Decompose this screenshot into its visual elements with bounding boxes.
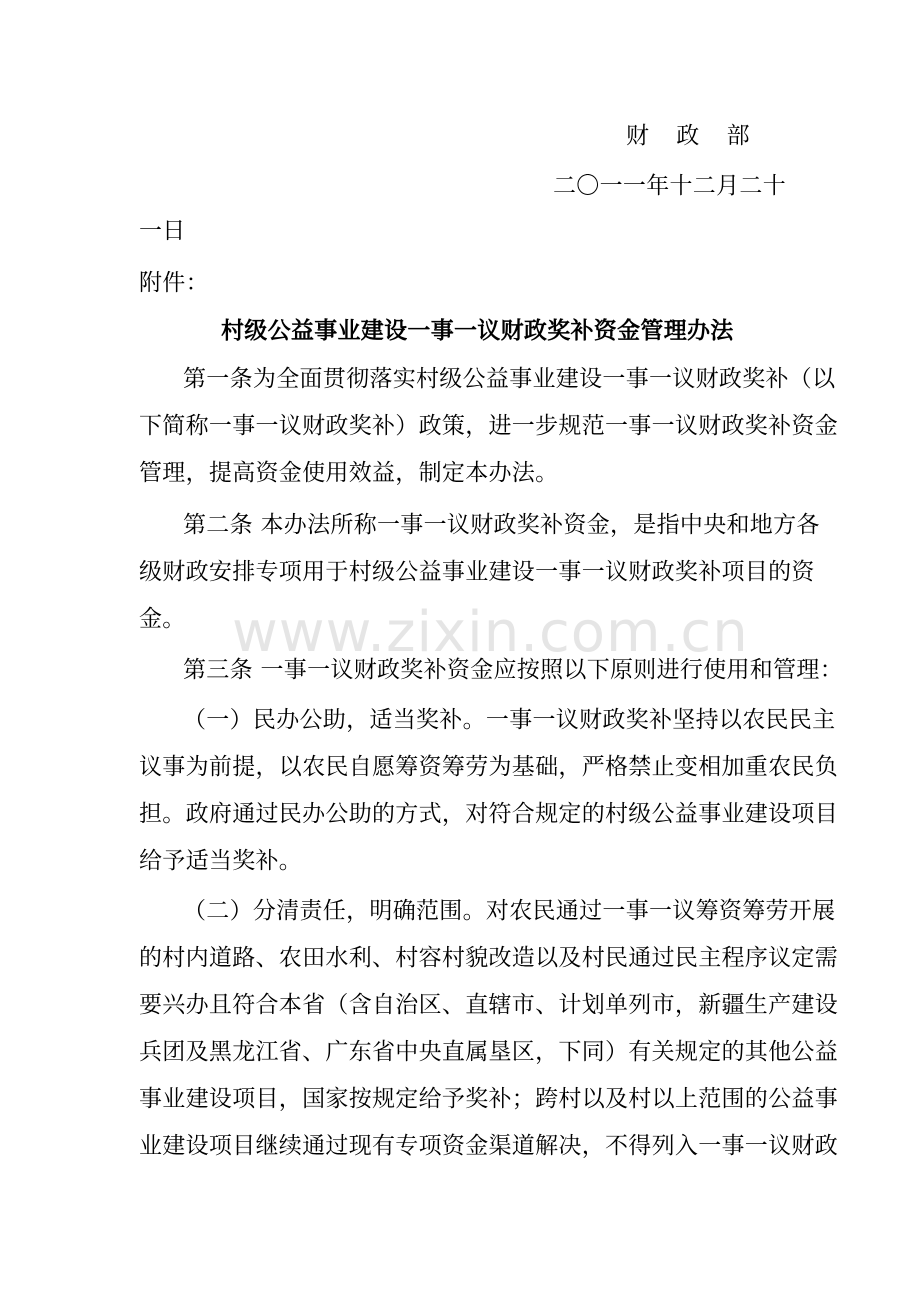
attachment-label: 附件： xyxy=(139,270,209,296)
body-line: 担。政府通过民办公助的方式，对符合规定的村级公益事业建设项目 xyxy=(139,801,838,827)
body-line: 金。 xyxy=(139,606,186,632)
body-line: 事业建设项目，国家按规定给予奖补；跨村以及村以上范围的公益事 xyxy=(139,1086,838,1112)
body-line: （一）民办公助，适当奖补。一事一议财政奖补坚持以农民民主 xyxy=(183,707,836,733)
body-line: 下简称一事一议财政奖补）政策，进一步规范一事一议财政奖补资金 xyxy=(139,413,838,439)
site-watermark: www.zixin.com.cn xyxy=(232,600,749,665)
body-line: 第一条为全面贯彻落实村级公益事业建设一事一议财政奖补（以 xyxy=(183,366,836,392)
issue-date-line2: 一日 xyxy=(139,218,186,244)
document-title: 村级公益事业建设一事一议财政奖补资金管理办法 xyxy=(221,317,734,344)
body-line: 管理，提高资金使用效益，制定本办法。 xyxy=(139,460,559,486)
body-line: 的村内道路、农田水利、村容村貌改造以及村民通过民主程序议定需 xyxy=(139,945,838,971)
body-line: （二）分清责任，明确范围。对农民通过一事一议筹资筹劳开展 xyxy=(183,898,836,924)
body-line: 业建设项目继续通过现有专项资金渠道解决，不得列入一事一议财政 xyxy=(139,1133,838,1159)
body-line: 议事为前提，以农民自愿筹资筹劳为基础，严格禁止变相加重农民负 xyxy=(139,754,838,780)
body-line: 兵团及黑龙江省、广东省中央直属垦区，下同）有关规定的其他公益 xyxy=(139,1039,838,1065)
issuer-name: 财 政 部 xyxy=(626,123,760,149)
body-line: 第三条 一事一议财政奖补资金应按照以下原则进行使用和管理： xyxy=(183,657,844,683)
body-line: 给予适当奖补。 xyxy=(139,848,303,874)
body-line: 要兴办且符合本省（含自治区、直辖市、计划单列市，新疆生产建设 xyxy=(139,992,838,1018)
body-line: 第二条 本办法所称一事一议财政奖补资金，是指中央和地方各 xyxy=(183,512,820,538)
body-line: 级财政安排专项用于村级公益事业建设一事一议财政奖补项目的资 xyxy=(139,559,815,585)
issue-date-line1: 二〇一一年十二月二十 xyxy=(553,173,786,199)
